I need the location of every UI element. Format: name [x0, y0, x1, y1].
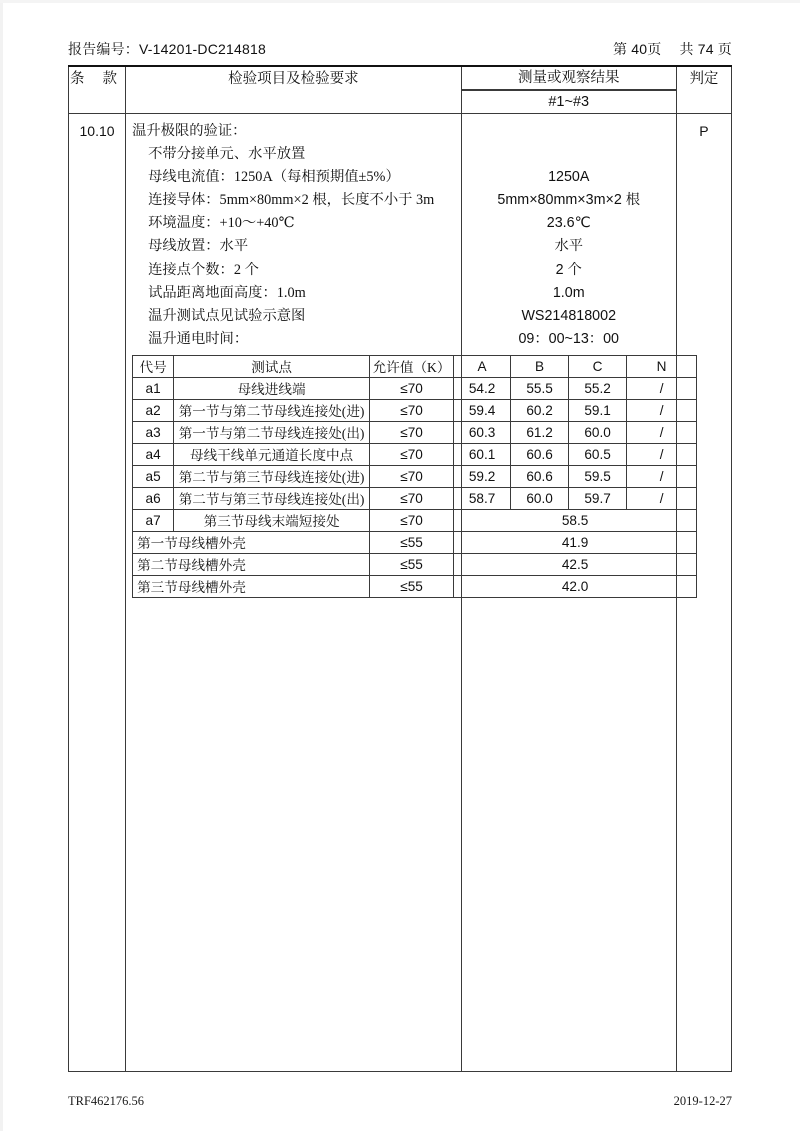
measurement-limit: ≤70 — [370, 465, 454, 487]
measurement-code: a1 — [133, 377, 174, 399]
report-number-label: 报告编号： — [68, 41, 139, 57]
measurement-value-b: 61.2 — [511, 421, 569, 443]
measurement-value-a: 54.2 — [454, 377, 511, 399]
measurement-value-c: 60.5 — [569, 443, 627, 465]
requirement-line: 温升通电时间： — [148, 330, 249, 347]
measurement-col-c: C — [569, 355, 627, 377]
measurement-value-c: 59.1 — [569, 399, 627, 421]
result-line: 23.6℃ — [546, 215, 591, 232]
enclosure-limit: ≤55 — [370, 531, 454, 553]
requirement-title: 温升极限的验证： — [132, 123, 247, 139]
table-header-row — [69, 66, 732, 91]
enclosure-value: 42.0 — [454, 575, 697, 597]
measurement-point: 母线干线单元通道长度中点 — [174, 443, 370, 465]
page-total: 共 74 页 — [679, 41, 732, 57]
measurement-value-b: 60.6 — [511, 443, 569, 465]
measurement-limit: ≤70 — [370, 509, 454, 531]
measurement-value-b: 60.6 — [511, 465, 569, 487]
clause-number: 10.10 — [69, 114, 126, 1072]
measurement-limit: ≤70 — [370, 399, 454, 421]
measurement-limit: ≤70 — [370, 377, 454, 399]
measurement-value-a: 58.7 — [454, 487, 511, 509]
requirement-line: 连接导体：5mm×80mm×2 根，长度不小于 3m — [148, 192, 435, 209]
measurement-value-n: / — [627, 421, 697, 443]
enclosure-point: 第三节母线槽外壳 — [133, 575, 370, 597]
measurement-value-b: 55.5 — [511, 377, 569, 399]
measurement-value-a: 59.4 — [454, 399, 511, 421]
page-numbering — [613, 39, 732, 59]
requirement-line: 温升测试点见试验示意图 — [148, 307, 306, 324]
measurement-value-n: / — [627, 465, 697, 487]
page-current: 第 40页 — [612, 41, 662, 57]
header-result-sample: #1~#3 — [461, 91, 676, 114]
measurement-value-c: 55.2 — [569, 377, 627, 399]
requirement-line: 母线电流值：1250A（每相预期值±5%） — [148, 169, 400, 186]
measurement-point: 第三节母线末端短接处 — [174, 509, 370, 531]
requirement-line: 不带分接单元、水平放置 — [148, 146, 306, 163]
result-line-spacer — [462, 120, 676, 143]
enclosure-point: 第一节母线槽外壳 — [133, 531, 370, 553]
measurement-code: a7 — [133, 509, 174, 531]
result-line: 2 个 — [555, 261, 582, 278]
measurement-point: 母线进线端 — [174, 377, 370, 399]
measurement-code: a5 — [133, 465, 174, 487]
measurement-value-c: 59.5 — [569, 465, 627, 487]
footer-date: 2019-12-27 — [673, 1094, 732, 1108]
enclosure-limit: ≤55 — [370, 553, 454, 575]
report-number — [68, 39, 266, 59]
measurement-col-b: B — [511, 355, 569, 377]
measurement-value-n: / — [627, 377, 697, 399]
measurement-value-n: / — [627, 399, 697, 421]
measurement-point: 第二节与第三节母线连接处(出) — [174, 487, 370, 509]
result-line: 09：00~13：00 — [518, 330, 620, 347]
requirement-line: 环境温度：+10～+40℃ — [148, 215, 295, 232]
measurement-col-limit: 允许值（K） — [370, 355, 454, 377]
enclosure-point: 第二节母线槽外壳 — [133, 553, 370, 575]
result-line: WS214818002 — [521, 307, 617, 324]
measurement-limit: ≤70 — [370, 443, 454, 465]
measurement-value-c: 59.7 — [569, 487, 627, 509]
header-verdict: 判定 — [676, 66, 731, 114]
result-line: 1.0m — [552, 284, 585, 301]
page-footer — [68, 1094, 732, 1109]
measurement-code: a4 — [133, 443, 174, 465]
requirement-line: 试品距离地面高度：1.0m — [148, 284, 306, 301]
enclosure-value: 41.9 — [454, 531, 697, 553]
measurement-value-n: / — [627, 487, 697, 509]
measurement-limit: ≤70 — [370, 487, 454, 509]
measurement-value-a: 59.2 — [454, 465, 511, 487]
measurement-limit: ≤70 — [370, 421, 454, 443]
measurement-col-a: A — [454, 355, 511, 377]
measurement-point: 第一节与第二节母线连接处(出) — [174, 421, 370, 443]
measurement-col-code: 代号 — [133, 355, 174, 377]
report-number-value: V-14201-DC214818 — [139, 41, 266, 57]
result-line: 5mm×80mm×3m×2 根 — [497, 192, 641, 209]
verdict-value: P — [676, 114, 731, 1072]
header-clause: 条 款 — [69, 66, 126, 114]
measurement-value-a: 60.3 — [454, 421, 511, 443]
enclosure-value: 42.5 — [454, 553, 697, 575]
measurement-value-b: 60.2 — [511, 399, 569, 421]
measurement-code: a2 — [133, 399, 174, 421]
header-item: 检验项目及检验要求 — [126, 66, 462, 114]
report-table — [68, 65, 732, 1072]
measurement-col-n: N — [627, 355, 697, 377]
result-line: 水平 — [554, 238, 584, 255]
footer-doc-code: TRF462176.56 — [68, 1094, 145, 1108]
page-header — [68, 39, 732, 59]
result-line: 1250A — [548, 169, 590, 186]
requirement-line: 连接点个数：2 个 — [148, 261, 259, 278]
measurement-col-point: 测试点 — [174, 355, 370, 377]
header-result — [461, 66, 676, 91]
measurement-point: 第一节与第二节母线连接处(进) — [174, 399, 370, 421]
measurement-value-b: 60.0 — [511, 487, 569, 509]
measurement-point: 第二节与第三节母线连接处(进) — [174, 465, 370, 487]
measurement-value-c: 60.0 — [569, 421, 627, 443]
header-result-title: 测量或观察结果 — [462, 67, 676, 90]
measurement-value-n: / — [627, 443, 697, 465]
measurement-value-a: 60.1 — [454, 443, 511, 465]
requirement-line: 母线放置：水平 — [148, 238, 249, 255]
measurement-code: a3 — [133, 421, 174, 443]
result-line-spacer — [462, 143, 676, 166]
measurement-value-all: 58.5 — [454, 509, 697, 531]
enclosure-limit: ≤55 — [370, 575, 454, 597]
measurement-code: a6 — [133, 487, 174, 509]
table-row — [69, 114, 732, 1072]
